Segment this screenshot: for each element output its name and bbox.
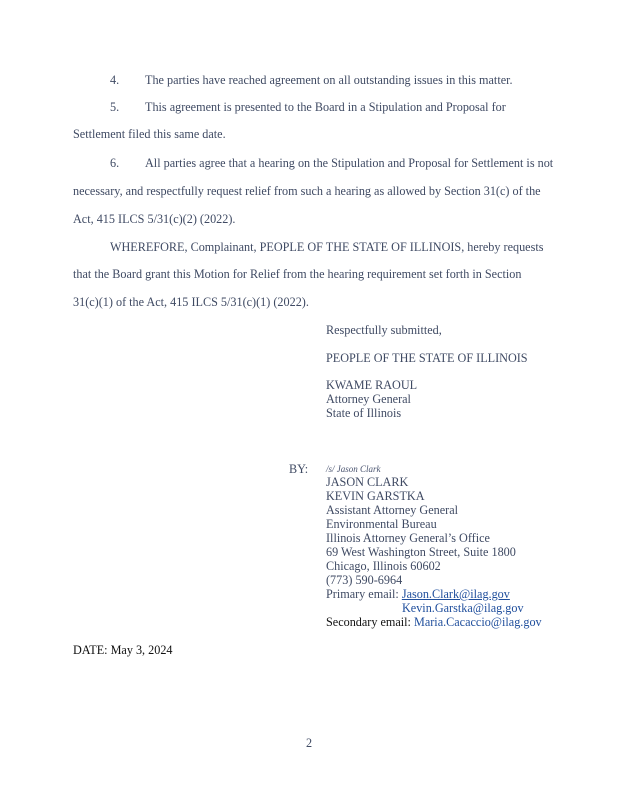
paragraph-5-number: 5. (110, 100, 120, 114)
wherefore-line1: WHEREFORE, Complainant, PEOPLE OF THE STATE OF ILLINOIS, hereby requests (110, 240, 544, 254)
secondary-email-row (326, 615, 542, 629)
primary-email-link-2[interactable]: Kevin.Garstka@ilag.gov (402, 601, 524, 615)
paragraph-5-text-line2: Settlement filed this same date. (73, 127, 226, 141)
paragraph-6-text-line2: necessary, and respectfully request relief from such a hearing as allowed by Section 31(c) of the (73, 184, 541, 198)
paragraph-5-text-line1: This agreement is presented to the Board in a Stipulation and Proposal for (145, 100, 506, 114)
closing: Respectfully submitted, (326, 323, 442, 337)
counsel-block (326, 475, 542, 629)
primary-email-row-2 (326, 601, 542, 615)
paragraph-6-text-line3: Act, 415 ILCS 5/31(c)(2) (2022). (73, 212, 236, 226)
phone: (773) 590-6964 (326, 573, 403, 587)
secondary-email-label: Secondary email: (326, 615, 411, 629)
paragraph-4-text: The parties have reached agreement on all outstanding issues in this matter. (145, 73, 513, 87)
by-label: BY: (289, 462, 309, 476)
primary-email-row (326, 587, 542, 601)
ag-name: KWAME RAOUL (326, 378, 418, 392)
wherefore-line3: 31(c)(1) of the Act, 415 ILCS 5/31(c)(1) (2022). (73, 295, 309, 309)
counsel-name-1: JASON CLARK (326, 475, 409, 489)
page-number: 2 (306, 736, 313, 750)
paragraph-4-number: 4. (110, 73, 120, 87)
signature: /s/ Jason Clark (326, 464, 381, 474)
secondary-email-link[interactable]: Maria.Cacaccio@ilag.gov (414, 615, 542, 629)
ag-title: Attorney General (326, 392, 411, 406)
office: Illinois Attorney General’s Office (326, 531, 490, 545)
city-address: Chicago, Illinois 60602 (326, 559, 441, 573)
counsel-name-2: KEVIN GARSTKA (326, 489, 425, 503)
street-address: 69 West Washington Street, Suite 1800 (326, 545, 516, 559)
ag-state: State of Illinois (326, 406, 402, 420)
date-line: DATE: May 3, 2024 (73, 643, 173, 657)
paragraph-6-text-line1: All parties agree that a hearing on the Stipulation and Proposal for Settlement is not (145, 156, 554, 170)
primary-email-link-1[interactable]: Jason.Clark@ilag.gov (401, 587, 510, 601)
primary-email-label: Primary email: (326, 587, 399, 601)
wherefore-line2: that the Board grant this Motion for Relief from the hearing requirement set forth in Section (73, 267, 522, 281)
counsel-title: Assistant Attorney General (326, 503, 459, 517)
bureau: Environmental Bureau (326, 517, 437, 531)
party-name: PEOPLE OF THE STATE OF ILLINOIS (326, 351, 528, 365)
paragraph-6-number: 6. (110, 156, 120, 170)
attorney-general-block (326, 378, 417, 420)
